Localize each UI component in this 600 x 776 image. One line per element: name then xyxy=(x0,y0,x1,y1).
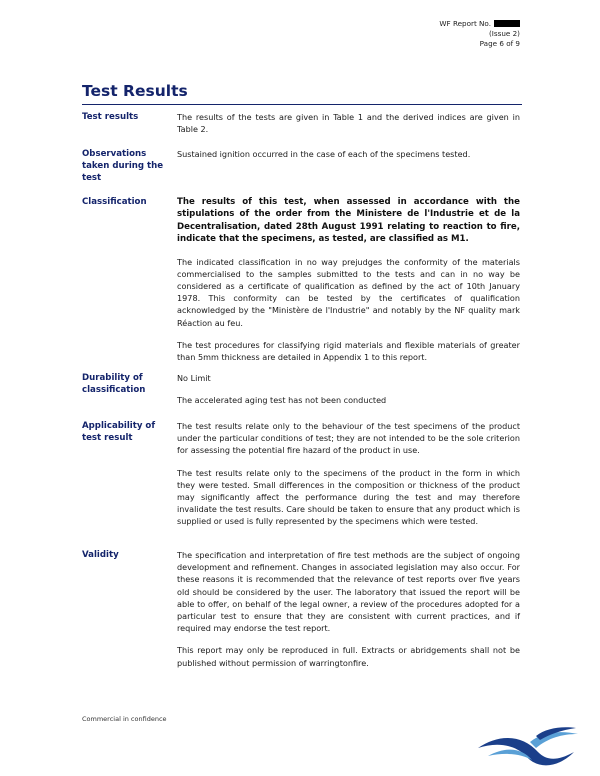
issue-number: (Issue 2) xyxy=(488,29,520,38)
warringtonfire-logo-icon xyxy=(476,726,580,774)
report-number: WF Report No. xyxy=(439,19,520,29)
section-label: Durability of classification xyxy=(82,373,146,395)
page-title: Test Results xyxy=(82,82,188,100)
section-label: Classification xyxy=(82,197,147,207)
section-content xyxy=(177,549,520,669)
page-header xyxy=(439,19,520,49)
page-number: Page 6 of 9 xyxy=(479,39,520,48)
paragraph: The indicated classification in no way prejudges the conformity of the materials commercialised to the samples submitted to the tests and can in no way be considered as a certificate of qualification as defined by the act of 10th January 1978. This conformity can be tested by the certificates of qualification acknowledged by the "Ministère de l'Industrie" and notably by the NF quality mark Réaction au feu. xyxy=(177,256,520,328)
classification-statement: The results of this test, when assessed in accordance with the stipulations of the order from the Ministere de l'Industrie et de la Decentralisation, dated 28th August 1991 relating to reaction to fire, indicate that the specimens, as tested, are classified as M1. xyxy=(177,197,520,245)
section-content xyxy=(177,420,520,528)
wave-logo-svg xyxy=(476,726,580,770)
section-label: Observations taken during the test xyxy=(82,149,164,183)
section-label: Test results xyxy=(82,112,139,122)
redacted-number xyxy=(494,20,520,27)
section-content xyxy=(177,111,520,135)
paragraph: The test results relate only to the specimens of the product in the form in which they were tested. Small differences in the composition or thickness of the product may significantly affect the performance during the test and may therefore invalidate the test results. Care should be taken to ensure that any product which is supplied or used is fully represented by the specimens which were tested. xyxy=(177,467,520,527)
paragraph: The test results relate only to the behaviour of the test specimens of the product under the particular conditions of test; they are not intended to be the sole criterion for assessing the potential fire hazard of the product in use. xyxy=(177,421,520,456)
section-content xyxy=(177,196,520,363)
section-content xyxy=(177,372,520,406)
paragraph: Sustained ignition occurred in the case of each of the specimens tested. xyxy=(177,149,471,159)
paragraph: No Limit xyxy=(177,373,211,383)
section-label: Applicability of test result xyxy=(82,421,156,443)
section-content xyxy=(177,148,520,160)
paragraph: The specification and interpretation of fire test methods are the subject of ongoing development and refinement. Changes in associated legislation may also occur. For these reasons it is recommended that the relevance of test reports over five years old should be considered by the user. The laboratory that issued the report will be able to offer, on behalf of the legal owner, a review of the procedures adopted for a particular test to ensure that they are consistent with current practices, and if required may endorse the test report. xyxy=(177,550,520,634)
paragraph: The test procedures for classifying rigid materials and flexible materials of greater than 5mm thickness are detailed in Appendix 1 to this report. xyxy=(177,339,520,363)
section-label: Validity xyxy=(82,550,119,560)
paragraph: The accelerated aging test has not been conducted xyxy=(177,395,387,406)
paragraph: The results of the tests are given in Table 1 and the derived indices are given in Table 2. xyxy=(177,112,520,135)
footer-confidentiality: Commercial in confidence xyxy=(82,715,167,723)
title-divider xyxy=(82,104,522,105)
paragraph: This report may only be reproduced in full. Extracts or abridgements shall not be published without permission of warringtonfire. xyxy=(177,645,520,668)
